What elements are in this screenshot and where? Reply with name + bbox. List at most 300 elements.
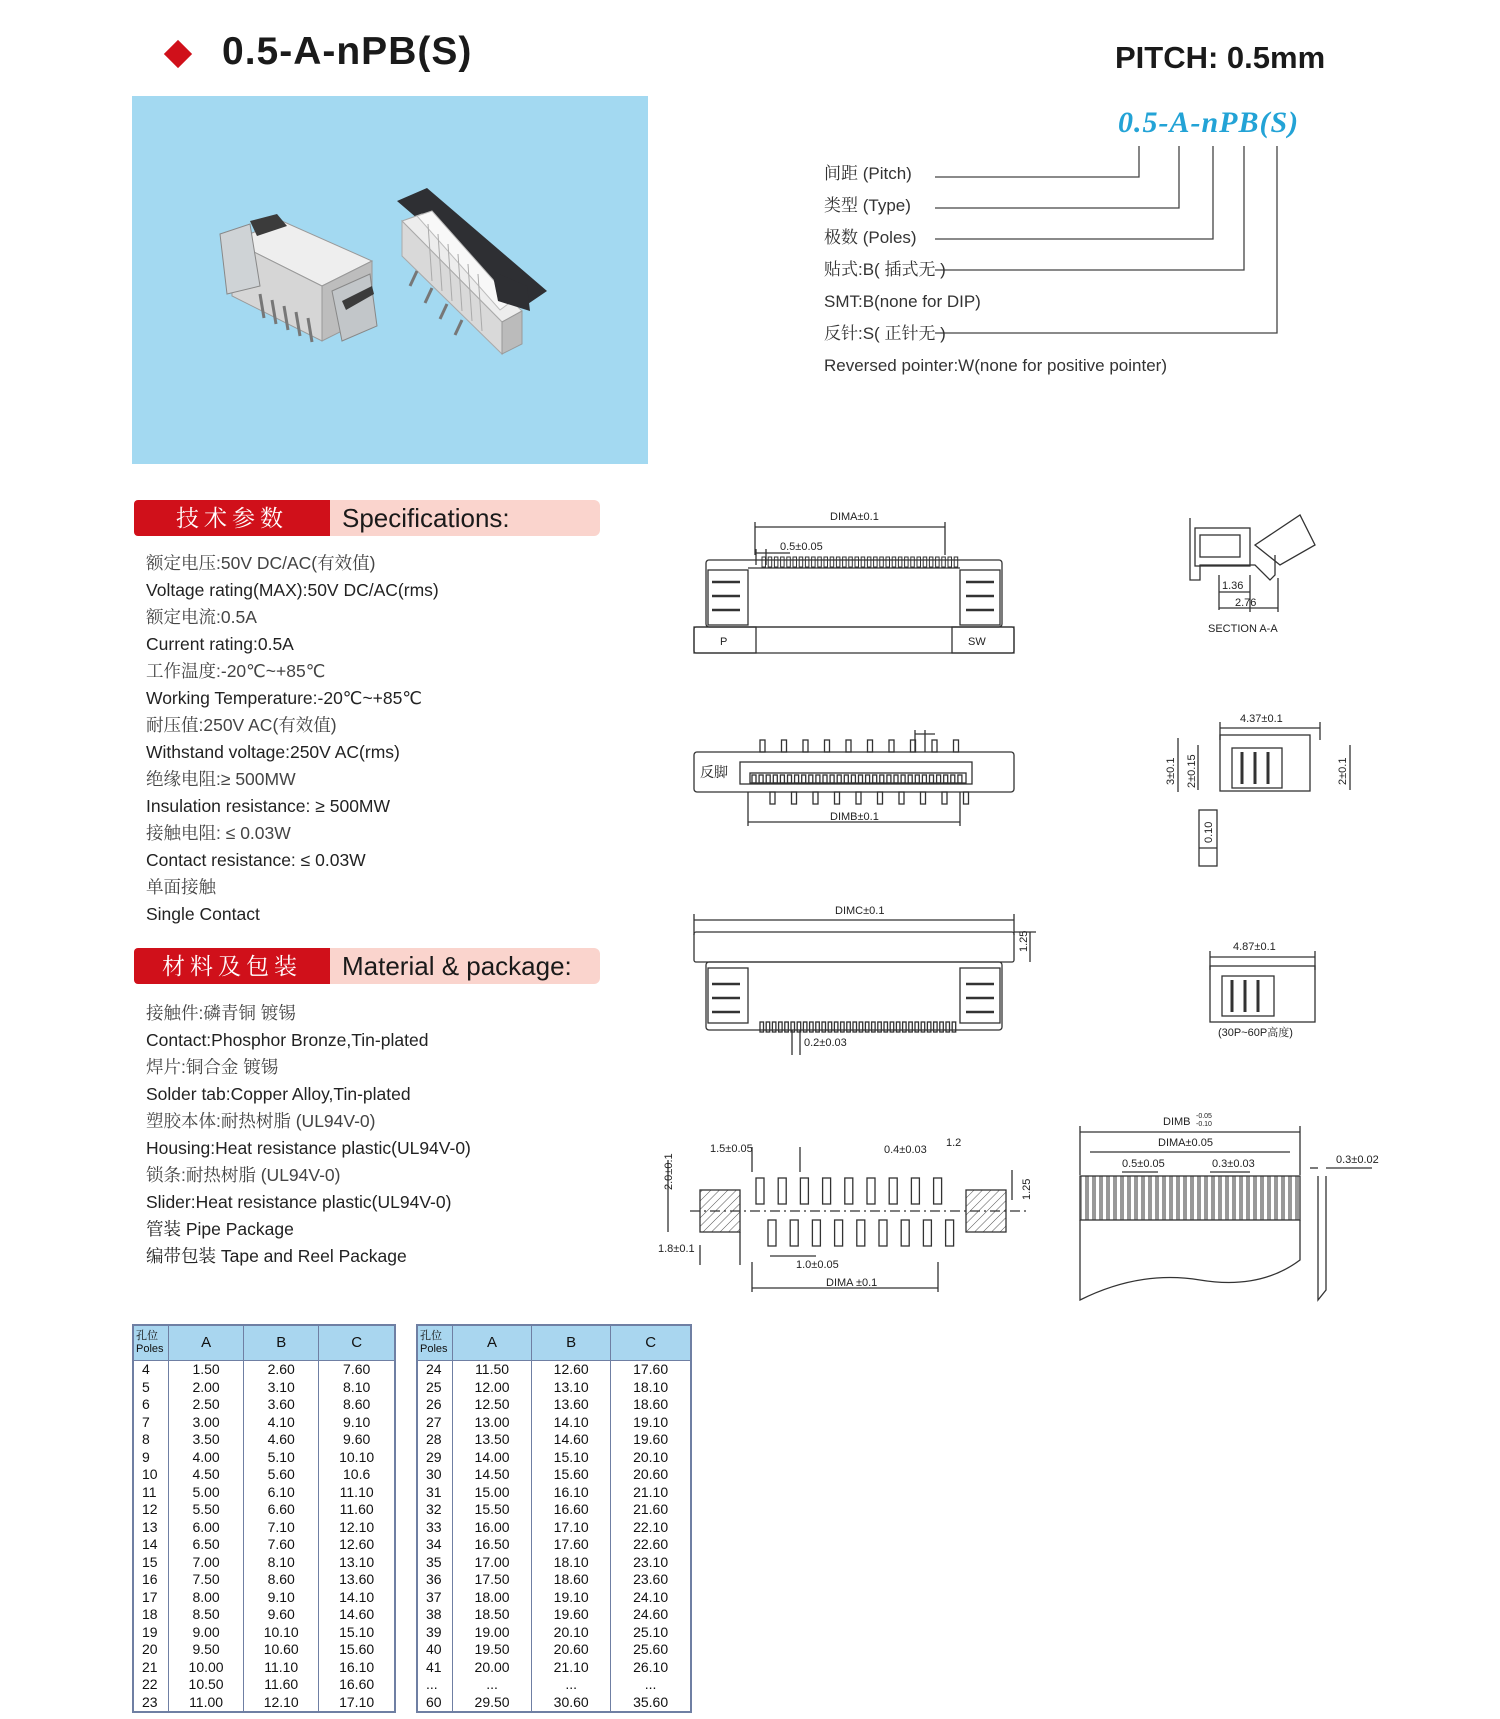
dim-cell: 18.00 — [453, 1589, 532, 1607]
legend-reversed-en: Reversed pointer:W(none for positive pointer) — [824, 356, 1167, 375]
table-row — [417, 1694, 691, 1713]
poles-cell: 7 — [133, 1414, 169, 1432]
dim-cell: 12.60 — [319, 1536, 395, 1554]
dim-label: DIMB — [1163, 1116, 1191, 1128]
table-row — [417, 1606, 691, 1624]
poles-cell: 6 — [133, 1396, 169, 1414]
dim-cell: 15.60 — [532, 1466, 611, 1484]
dim-cell: 12.50 — [453, 1396, 532, 1414]
poles-cell: 32 — [417, 1501, 453, 1519]
contact-pin — [873, 775, 877, 783]
contact-pin — [773, 775, 777, 783]
contact-pin — [816, 775, 820, 783]
contact-pin — [954, 557, 958, 567]
contact-pin — [915, 775, 919, 783]
table-row — [133, 1519, 395, 1537]
dim-label: 1.25 — [1018, 930, 1030, 952]
contact-pin — [932, 740, 937, 752]
contact-pin — [793, 557, 797, 567]
dim-cell: 20.60 — [611, 1466, 691, 1484]
poles-cell: 26 — [417, 1396, 453, 1414]
contact-pin — [772, 1022, 776, 1032]
fpc-drawing — [1080, 1126, 1372, 1300]
contact-pin — [954, 740, 959, 752]
dim-cell: 8.60 — [319, 1396, 395, 1414]
dim-cell: 15.60 — [319, 1641, 395, 1659]
contact-pin — [785, 1022, 789, 1032]
contact-pin — [824, 557, 828, 567]
contact-pin — [889, 740, 894, 752]
legend-smt-zh: 贴式:B( 插式无 ) — [824, 260, 946, 279]
contact-pin — [890, 1022, 894, 1032]
poles-cell: 33 — [417, 1519, 453, 1537]
legend-reversed-zh: 反针:S( 正针无 ) — [824, 324, 946, 343]
solder-pad — [911, 1178, 919, 1204]
poles-cell: 4 — [133, 1361, 169, 1379]
dim-cell: 23.10 — [611, 1554, 691, 1572]
dim-cell: 3.60 — [244, 1396, 319, 1414]
dim-cell: 14.10 — [319, 1589, 395, 1607]
table-row — [417, 1501, 691, 1519]
specifications-header — [134, 500, 600, 536]
dim-cell: 13.60 — [319, 1571, 395, 1589]
poles-cell: 35 — [417, 1554, 453, 1572]
dim-cell: 4.10 — [244, 1414, 319, 1432]
dim-cell: 8.60 — [244, 1571, 319, 1589]
contact-pin — [836, 557, 840, 567]
solder-pad — [934, 1178, 942, 1204]
dim-cell: 17.10 — [319, 1694, 395, 1713]
dim-cell: 17.10 — [532, 1519, 611, 1537]
table-row — [133, 1431, 395, 1449]
dim-cell: 11.60 — [244, 1676, 319, 1694]
dim-cell: 11.10 — [319, 1484, 395, 1502]
table-row — [133, 1484, 395, 1502]
dim-cell: 13.50 — [453, 1431, 532, 1449]
table-row — [417, 1449, 691, 1467]
part-code: 0.5-A-nPB(S) — [1118, 106, 1300, 139]
table-header-b: B — [244, 1325, 319, 1361]
table-row — [417, 1361, 691, 1379]
dim-cell: 12.10 — [319, 1519, 395, 1537]
dim-cell: 1.50 — [169, 1361, 244, 1379]
poles-cell: 10 — [133, 1466, 169, 1484]
contact-pin — [905, 557, 909, 567]
pitch-label: PITCH: 0.5mm — [1115, 40, 1326, 75]
contact-pin — [880, 557, 884, 567]
solder-pad — [768, 1220, 776, 1246]
dim-cell: 13.60 — [532, 1396, 611, 1414]
dim-cell: 21.60 — [611, 1501, 691, 1519]
dim-label: 0.10 — [1203, 821, 1215, 843]
material-item: 接触件:磷青铜 镀锡 — [146, 1003, 296, 1023]
contact-pin — [878, 1022, 882, 1032]
contact-pin — [846, 740, 851, 752]
dim-cell: 3.10 — [244, 1379, 319, 1397]
contact-pin — [915, 1022, 919, 1032]
connector-right-illustration — [397, 188, 547, 354]
contact-pin — [823, 775, 827, 783]
legend-type: 类型 (Type) — [824, 196, 911, 215]
table-row — [133, 1361, 395, 1379]
contact-pin — [874, 557, 878, 567]
dim-label: 0.5±0.05 — [1122, 1158, 1165, 1170]
contact-pin — [822, 1022, 826, 1032]
contact-pin — [936, 557, 940, 567]
solder-pad — [812, 1220, 820, 1246]
dim-cell: 2.60 — [244, 1361, 319, 1379]
contact-pin — [837, 775, 841, 783]
contact-pin — [770, 792, 775, 804]
contact-pin — [787, 557, 791, 567]
table-row — [417, 1519, 691, 1537]
dim-label: 0.5±0.05 — [780, 541, 823, 553]
contact-pin — [865, 1022, 869, 1032]
contact-pin — [886, 557, 890, 567]
dim-label: DIMA±0.05 — [1158, 1137, 1213, 1149]
solder-pad — [800, 1178, 808, 1204]
contact-pin — [795, 775, 799, 783]
contact-pin — [762, 557, 766, 567]
dim-cell: 16.10 — [532, 1484, 611, 1502]
table-row — [417, 1554, 691, 1572]
dim-cell: 19.60 — [532, 1606, 611, 1624]
dim-cell: 11.50 — [453, 1361, 532, 1379]
contact-pin — [887, 775, 891, 783]
contact-pin — [782, 740, 787, 752]
contact-pin — [788, 775, 792, 783]
table-header-c: C — [611, 1325, 691, 1361]
solder-pad — [879, 1220, 887, 1246]
dim-label: 2.0±0.1 — [663, 1153, 675, 1190]
dimension-table-left — [132, 1324, 396, 1713]
contact-pin — [853, 1022, 857, 1032]
contact-pin — [797, 1022, 801, 1032]
dim-label: 2±0.1 — [1337, 757, 1349, 785]
contact-pin — [908, 775, 912, 783]
legend-pitch: 间距 (Pitch) — [824, 164, 912, 183]
dim-cell: 12.10 — [244, 1694, 319, 1713]
dim-cell: 21.10 — [611, 1484, 691, 1502]
contact-pin — [799, 557, 803, 567]
table-row — [133, 1536, 395, 1554]
table-row — [133, 1571, 395, 1589]
contact-pin — [944, 775, 948, 783]
dim-label: 0.2±0.03 — [804, 1037, 847, 1049]
table-row — [417, 1676, 691, 1694]
table-row — [417, 1589, 691, 1607]
dim-cell: 15.00 — [453, 1484, 532, 1502]
contact-pin — [825, 740, 830, 752]
dim-cell: 24.60 — [611, 1606, 691, 1624]
contact-pin — [942, 557, 946, 567]
contact-pin — [856, 792, 861, 804]
dim-cell: 6.60 — [244, 1501, 319, 1519]
contact-pin — [859, 1022, 863, 1032]
dim-cell: 13.10 — [532, 1379, 611, 1397]
dim-cell: 20.60 — [532, 1641, 611, 1659]
poles-cell: 29 — [417, 1449, 453, 1467]
solder-pad — [790, 1220, 798, 1246]
table-row — [417, 1379, 691, 1397]
specifications-title-en: Specifications: — [330, 500, 600, 536]
contact-pin — [779, 1022, 783, 1032]
solder-pad — [946, 1220, 954, 1246]
contact-pin — [810, 1022, 814, 1032]
poles-cell: 5 — [133, 1379, 169, 1397]
contact-pin — [921, 1022, 925, 1032]
contact-pin — [898, 557, 902, 567]
table-row — [417, 1466, 691, 1484]
contact-pin — [930, 775, 934, 783]
poles-cell: 15 — [133, 1554, 169, 1572]
contact-pin — [942, 792, 947, 804]
contact-pin — [816, 1022, 820, 1032]
poles-cell: 13 — [133, 1519, 169, 1537]
dim-cell: 15.50 — [453, 1501, 532, 1519]
poles-cell: 22 — [133, 1676, 169, 1694]
contact-pin — [896, 1022, 900, 1032]
dim-cell: 18.60 — [611, 1396, 691, 1414]
dim-label: DIMA ±0.1 — [826, 1277, 878, 1289]
table-row — [417, 1414, 691, 1432]
dim-label: DIMB±0.1 — [830, 811, 879, 823]
dim-label: P — [720, 636, 728, 648]
dim-cell: 20.00 — [453, 1659, 532, 1677]
dim-cell: 8.10 — [319, 1379, 395, 1397]
material-item: 管装 Pipe Package — [146, 1219, 294, 1239]
dim-cell: 18.10 — [611, 1379, 691, 1397]
contact-pin — [844, 775, 848, 783]
material-item: 编带包装 Tape and Reel Package — [146, 1246, 407, 1266]
dim-cell: 6.00 — [169, 1519, 244, 1537]
table-header-poles: 孔位 Poles — [417, 1325, 453, 1361]
dim-cell: 20.10 — [611, 1449, 691, 1467]
contact-pin — [872, 1022, 876, 1032]
contact-pin — [774, 557, 778, 567]
dim-cell: 4.50 — [169, 1466, 244, 1484]
dim-label: 1.2 — [946, 1137, 962, 1149]
contact-pin — [780, 775, 784, 783]
dim-cell: 17.60 — [532, 1536, 611, 1554]
spec-item: 单面接触 — [146, 877, 216, 897]
contact-pin — [813, 792, 818, 804]
solder-pad — [835, 1220, 843, 1246]
dim-cell: 5.50 — [169, 1501, 244, 1519]
specifications-list — [146, 550, 439, 928]
dim-cell: 35.60 — [611, 1694, 691, 1713]
dim-cell: 19.60 — [611, 1431, 691, 1449]
contact-pin — [878, 792, 883, 804]
dim-label: 1.0±0.05 — [796, 1259, 839, 1271]
contact-pin — [880, 775, 884, 783]
table-row — [133, 1449, 395, 1467]
contact-pin — [884, 1022, 888, 1032]
front-view-drawing — [694, 914, 1036, 1055]
contact-pin — [792, 792, 797, 804]
dim-cell: 15.10 — [319, 1624, 395, 1642]
dim-cell: 18.60 — [532, 1571, 611, 1589]
poles-cell: 31 — [417, 1484, 453, 1502]
spec-item: 绝缘电阻:≥ 500MW — [146, 769, 296, 789]
dim-cell: 12.00 — [453, 1379, 532, 1397]
dim-cell: 19.00 — [453, 1624, 532, 1642]
contact-pin — [849, 557, 853, 567]
contact-pin — [958, 775, 962, 783]
legend-smt-en: SMT:B(none for DIP) — [824, 292, 981, 311]
contact-pin — [909, 1022, 913, 1032]
contact-pin — [948, 557, 952, 567]
material-item: 塑胶本体:耐热树脂 (UL94V-0) — [146, 1111, 376, 1131]
table-header-poles: 孔位 Poles — [133, 1325, 169, 1361]
solder-pad — [923, 1220, 931, 1246]
dim-cell: 16.50 — [453, 1536, 532, 1554]
spec-item: Working Temperature:-20℃~+85℃ — [146, 688, 423, 708]
spec-item: Voltage rating(MAX):50V DC/AC(rms) — [146, 580, 439, 600]
spec-item: Single Contact — [146, 904, 260, 924]
dim-cell: 6.10 — [244, 1484, 319, 1502]
contact-pin — [803, 740, 808, 752]
table-row — [133, 1624, 395, 1642]
dim-label: SW — [968, 636, 986, 648]
contact-pin — [768, 557, 772, 567]
table-row — [133, 1589, 395, 1607]
dim-label: 4.37±0.1 — [1240, 713, 1283, 725]
dim-cell: 11.60 — [319, 1501, 395, 1519]
poles-cell: 8 — [133, 1431, 169, 1449]
spec-item: Insulation resistance: ≥ 500MW — [146, 796, 391, 816]
dim-cell: 16.10 — [319, 1659, 395, 1677]
dim-cell: 16.60 — [319, 1676, 395, 1694]
dim-cell: 9.10 — [244, 1589, 319, 1607]
contact-pin — [903, 1022, 907, 1032]
dim-cell: 4.00 — [169, 1449, 244, 1467]
spec-item: Contact resistance: ≤ 0.03W — [146, 850, 366, 870]
part-code-legend — [824, 158, 1167, 382]
table-row — [133, 1606, 395, 1624]
contact-pin — [805, 557, 809, 567]
contact-pin — [809, 775, 813, 783]
contact-pin — [830, 557, 834, 567]
solder-pad — [889, 1178, 897, 1204]
dim-cell: 17.50 — [453, 1571, 532, 1589]
dim-cell: 11.10 — [244, 1659, 319, 1677]
contact-pin — [859, 775, 863, 783]
table-header-b: B — [532, 1325, 611, 1361]
dim-label: 1.8±0.1 — [658, 1243, 695, 1255]
poles-cell: 28 — [417, 1431, 453, 1449]
contact-pin — [766, 1022, 770, 1032]
contact-pin — [847, 1022, 851, 1032]
poles-cell: 17 — [133, 1589, 169, 1607]
dim-cell: 11.00 — [169, 1694, 244, 1713]
contact-pin — [802, 775, 806, 783]
table-row — [133, 1466, 395, 1484]
top-view-drawing — [694, 522, 1014, 653]
material-item: Contact:Phosphor Bronze,Tin-plated — [146, 1030, 429, 1050]
page-title: 0.5-A-nPB(S) — [222, 30, 473, 73]
dim-cell: 9.10 — [319, 1414, 395, 1432]
spec-item: 耐压值:250V AC(有效值) — [146, 715, 337, 735]
poles-cell: 41 — [417, 1659, 453, 1677]
dim-label: 1.36 — [1222, 580, 1244, 592]
contact-pin — [927, 1022, 931, 1032]
dim-cell: 9.50 — [169, 1641, 244, 1659]
pcb-footprint-drawing — [668, 1147, 1030, 1292]
spec-item: 工作温度:-20℃~+85℃ — [146, 661, 326, 681]
solder-pad — [778, 1178, 786, 1204]
dim-cell: 20.10 — [532, 1624, 611, 1642]
dim-cell: 22.10 — [611, 1519, 691, 1537]
poles-cell: 21 — [133, 1659, 169, 1677]
poles-cell: 9 — [133, 1449, 169, 1467]
dim-label: (30P~60P高度) — [1218, 1027, 1293, 1039]
dim-cell: 8.00 — [169, 1589, 244, 1607]
table-row — [133, 1501, 395, 1519]
dim-cell: 25.10 — [611, 1624, 691, 1642]
poles-cell: 38 — [417, 1606, 453, 1624]
dim-cell: 5.10 — [244, 1449, 319, 1467]
contact-pin — [921, 792, 926, 804]
contact-pin — [937, 775, 941, 783]
poles-cell: 34 — [417, 1536, 453, 1554]
dim-label: 2±0.15 — [1186, 754, 1198, 788]
dim-cell: 16.00 — [453, 1519, 532, 1537]
poles-cell: 40 — [417, 1641, 453, 1659]
contact-pin — [952, 1022, 956, 1032]
dim-label: 0.3±0.03 — [1212, 1158, 1255, 1170]
table-header-a: A — [453, 1325, 532, 1361]
material-list — [146, 1000, 471, 1270]
table-row — [417, 1641, 691, 1659]
dim-cell: 7.60 — [319, 1361, 395, 1379]
poles-cell: 16 — [133, 1571, 169, 1589]
material-item: 锁条:耐热树脂 (UL94V-0) — [146, 1165, 341, 1185]
dim-cell: 24.10 — [611, 1589, 691, 1607]
contact-pin — [843, 557, 847, 567]
poles-cell: 27 — [417, 1414, 453, 1432]
dim-cell: ... — [453, 1676, 532, 1694]
dim-cell: 7.50 — [169, 1571, 244, 1589]
dim-cell: 9.60 — [244, 1606, 319, 1624]
dim-cell: 21.10 — [532, 1659, 611, 1677]
dim-cell: 7.10 — [244, 1519, 319, 1537]
contact-pin — [940, 1022, 944, 1032]
solder-pad — [845, 1178, 853, 1204]
spec-item: 额定电流:0.5A — [146, 607, 257, 627]
dim-label: DIMA±0.1 — [830, 511, 879, 523]
dim-label: -0.10 — [1196, 1121, 1212, 1128]
dim-cell: 7.00 — [169, 1554, 244, 1572]
contact-pin — [867, 557, 871, 567]
dim-cell: 8.10 — [244, 1554, 319, 1572]
dim-cell: 7.60 — [244, 1536, 319, 1554]
dim-cell: 3.00 — [169, 1414, 244, 1432]
poles-cell: 20 — [133, 1641, 169, 1659]
dim-cell: ... — [611, 1676, 691, 1694]
dim-cell: 10.10 — [319, 1449, 395, 1467]
dim-cell: 17.00 — [453, 1554, 532, 1572]
dim-label: 2.76 — [1235, 597, 1257, 609]
dim-cell: 13.00 — [453, 1414, 532, 1432]
dim-cell: 14.60 — [319, 1606, 395, 1624]
contact-pin — [830, 775, 834, 783]
dim-cell: 12.60 — [532, 1361, 611, 1379]
contact-pin — [934, 1022, 938, 1032]
contact-pin — [917, 557, 921, 567]
dim-label: SECTION A-A — [1208, 623, 1278, 635]
dim-cell: 19.10 — [532, 1589, 611, 1607]
